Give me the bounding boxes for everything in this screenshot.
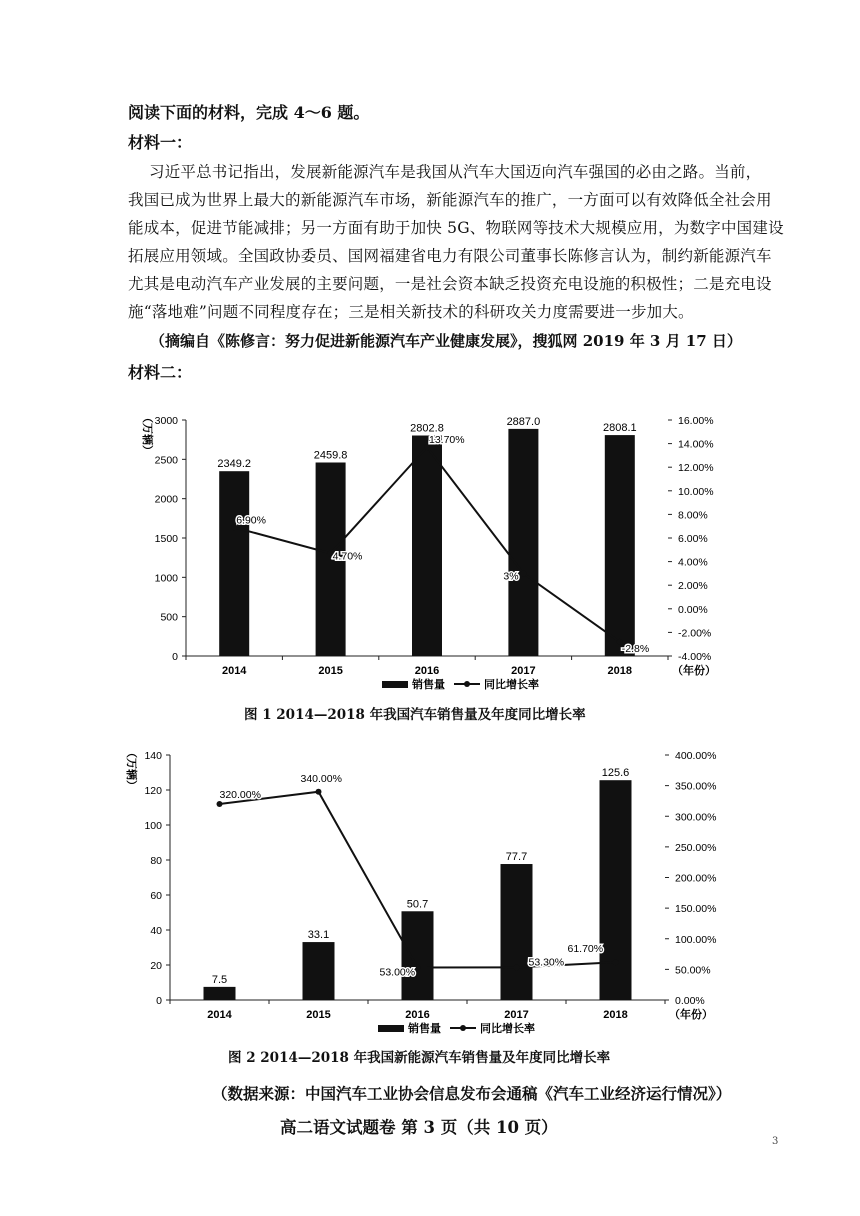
x-axis-tick-label: 2017: [511, 665, 536, 677]
left-axis-tick-label: 500: [160, 611, 178, 624]
x-axis-tick-label: 2016: [414, 665, 440, 677]
bar-value-label: 50.7: [406, 898, 429, 911]
growth-rate-point: [520, 570, 526, 576]
page-footer: 高二语文试题卷 第 3 页（共 10 页）: [280, 1118, 558, 1137]
data-source: （数据来源：中国汽车工业协会信息发布会通稿《汽车工业经济运行情况》）: [212, 1084, 732, 1103]
bar-value-label: 7.5: [211, 973, 228, 986]
left-axis-tick-label: 3000: [154, 415, 178, 427]
growth-rate-point: [217, 801, 223, 807]
legend-bar-swatch: [378, 1025, 404, 1032]
bar-2014: [204, 987, 236, 1000]
paragraph-line: 能成本，促进节能减排；另一方面有助于加快 5G、物联网等技术大规模应用，为数字中国建设: [128, 219, 784, 237]
chart-nev-sales: [0, 735, 860, 1045]
page-mark: 3: [772, 1136, 779, 1147]
bar-value-label: 2349.2: [217, 458, 252, 471]
left-axis-tick-label: 140: [144, 750, 162, 762]
left-axis-tick-label: 40: [150, 925, 162, 937]
right-axis-tick-label: 4.00%: [678, 556, 708, 569]
x-axis-tick-label: 2014: [207, 1009, 232, 1021]
paragraph-line: 拓展应用领域。全国政协委员、国网福建省电力有限公司董事长陈修言认为，制约新能源汽车: [128, 247, 772, 265]
x-axis-tick-label: 2014: [221, 665, 247, 677]
bar-value-label: 2808.1: [602, 422, 637, 435]
right-axis-tick-label: -4.00%: [678, 651, 712, 663]
growth-rate-point: [613, 959, 619, 965]
bar-value-label: 2887.0: [506, 415, 541, 428]
paragraph-line: 施“落地难”问题不同程度存在；三是相关新技术的科研攻关力度需要进一步加大。: [128, 303, 694, 321]
right-axis-tick-label: 12.00%: [678, 462, 714, 475]
bar-2016: [412, 436, 442, 656]
growth-rate-label: 320.00%: [219, 789, 261, 801]
right-axis-tick-label: 350.00%: [675, 780, 717, 793]
growth-rate-point: [514, 964, 520, 970]
x-axis-label: （年份）: [669, 1009, 713, 1021]
right-axis-tick-label: 300.00%: [675, 811, 717, 824]
bar-value-label: 2459.8: [313, 449, 348, 462]
right-axis-tick-label: 2.00%: [678, 580, 708, 593]
x-axis-tick-label: 2017: [504, 1009, 529, 1021]
x-axis-label: （年份）: [672, 665, 716, 677]
chart1-caption: 图 1 2014—2018 年我国汽车销售量及年度同比增长率: [244, 707, 586, 723]
right-axis-tick-label: 400.00%: [675, 750, 717, 762]
left-axis-tick-label: 1500: [154, 533, 178, 545]
chart2-caption: 图 2 2014—2018 年我国新能源汽车销售量及年度同比增长率: [228, 1050, 611, 1066]
bar-2017: [508, 429, 538, 656]
right-axis-tick-label: 16.00%: [678, 415, 714, 427]
right-axis-tick-label: 0.00%: [678, 603, 708, 616]
legend-line-marker: [464, 681, 470, 687]
bar-2016: [402, 911, 434, 1000]
bar-value-label: 2802.8: [410, 422, 444, 435]
left-axis-tick-label: 100: [144, 820, 162, 832]
x-axis-tick-label: 2016: [405, 1009, 430, 1021]
growth-rate-label: 340.00%: [300, 772, 342, 785]
material1-source: （摘编自《陈修言：努力促进新能源汽车产业健康发展》，搜狐网 2019 年 3 月 17 日）: [150, 332, 742, 350]
right-axis-tick-label: 150.00%: [675, 903, 717, 916]
growth-rate-label: 6.90%: [236, 514, 266, 527]
right-axis-tick-label: 6.00%: [678, 533, 708, 545]
growth-rate-label: 4.70%: [332, 550, 363, 563]
x-axis-tick-label: 2015: [318, 665, 343, 677]
right-axis-tick-label: 0.00%: [675, 995, 705, 1007]
growth-rate-label: 3%: [503, 570, 519, 583]
left-axis-tick-label: 60: [150, 890, 162, 902]
chart-vehicle-sales: [0, 380, 860, 700]
left-axis-tick-label: 120: [144, 785, 162, 797]
left-axis-tick-label: 80: [150, 855, 162, 867]
left-axis-tick-label: 0: [172, 651, 178, 663]
material1-label: 材料一：: [128, 133, 193, 152]
legend-line-label: 同比增长率: [480, 1023, 535, 1035]
y-axis-label: （万辆）: [141, 412, 153, 456]
bar-2014: [219, 471, 249, 656]
bar-2018: [600, 780, 632, 1000]
legend-bar-label: 销售量: [408, 1023, 441, 1035]
x-axis-tick-label: 2018: [607, 665, 633, 677]
growth-rate-label: 53.00%: [379, 966, 416, 979]
left-axis-tick-label: 2500: [154, 454, 178, 467]
left-axis-tick-label: 20: [150, 960, 162, 972]
right-axis-tick-label: -2.00%: [678, 627, 712, 640]
left-axis-tick-label: 2000: [154, 493, 178, 506]
x-axis-tick-label: 2018: [603, 1009, 628, 1021]
bar-2018: [605, 435, 635, 656]
legend-line-marker: [460, 1025, 466, 1031]
right-axis-tick-label: 10.00%: [678, 485, 714, 498]
left-axis-tick-label: 0: [156, 995, 162, 1007]
bar-value-label: 77.7: [505, 851, 528, 864]
legend-line-label: 同比增长率: [484, 679, 539, 691]
growth-rate-point: [415, 965, 421, 971]
left-axis-tick-label: 1000: [154, 572, 178, 585]
growth-rate-label: 53.30%: [528, 956, 565, 969]
right-axis-tick-label: 100.00%: [675, 933, 717, 946]
paragraph-line: 习近平总书记指出，发展新能源汽车是我国从汽车大国迈向汽车强国的必由之路。当前，: [149, 163, 762, 181]
bar-2017: [501, 864, 533, 1000]
paragraph-line: 尤其是电动汽车产业发展的主要问题，一是社会资本缺乏投资充电设施的积极性；二是充电设: [128, 275, 772, 293]
growth-rate-label: 61.70%: [567, 943, 604, 956]
bar-value-label: 33.1: [307, 929, 330, 942]
right-axis-tick-label: 200.00%: [675, 872, 717, 885]
legend-bar-swatch: [382, 681, 408, 688]
growth-rate-label: 13.70%: [429, 434, 465, 447]
y-axis-label: （万辆）: [125, 747, 137, 791]
material2-label: 材料二：: [128, 363, 193, 382]
intro-text: 阅读下面的材料，完成 4～6 题。: [128, 103, 370, 122]
right-axis-tick-label: 8.00%: [678, 509, 708, 522]
right-axis-tick-label: 50.00%: [675, 964, 711, 977]
bar-2015: [303, 942, 335, 1000]
growth-rate-point: [316, 789, 322, 795]
x-axis-tick-label: 2015: [306, 1009, 331, 1021]
right-axis-tick-label: 14.00%: [678, 438, 714, 451]
paragraph-line: 我国已成为世界上最大的新能源汽车市场，新能源汽车的推广，一方面可以有效降低全社会用: [128, 191, 772, 209]
legend-bar-label: 销售量: [412, 679, 445, 691]
right-axis-tick-label: 250.00%: [675, 841, 717, 854]
bar-value-label: 125.6: [601, 767, 630, 780]
growth-rate-label: -2.8%: [621, 642, 650, 655]
